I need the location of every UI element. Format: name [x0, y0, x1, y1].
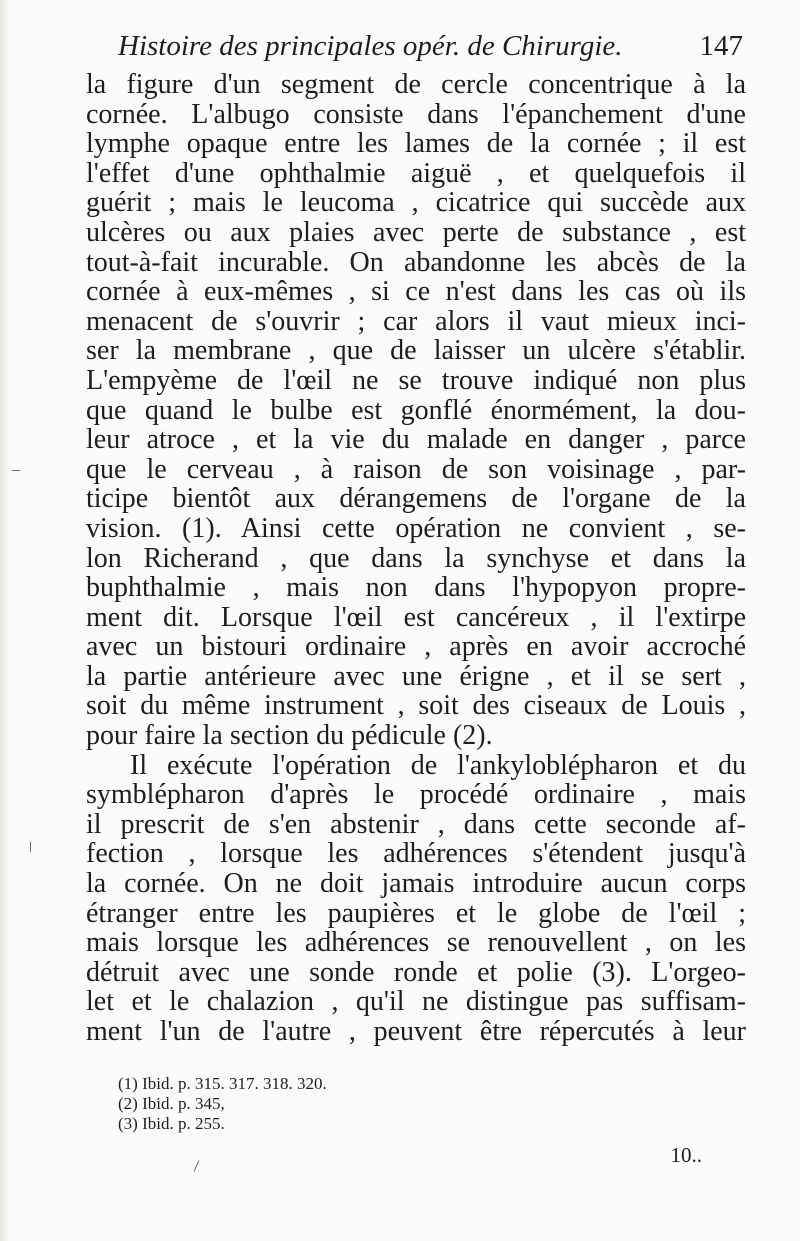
- text-line: avec un bistouri ordinaire , après en avoir accroché: [86, 631, 746, 663]
- body-text: [86, 70, 746, 1047]
- text-line: mais lorsque les adhérences se renouvellent , on les: [86, 927, 746, 959]
- ink-speck: [12, 470, 20, 471]
- text-line: la cornée. On ne doit jamais introduire aucun corps: [86, 868, 746, 900]
- footnote-1: (1) Ibid. p. 315. 317. 318. 320.: [118, 1074, 327, 1093]
- text-line: que le cerveau , à raison de son voisinage , par-: [86, 453, 746, 485]
- text-line: cornée à eux-mêmes , si ce n'est dans les cas où ils: [86, 276, 746, 308]
- text-line: ticipe bientôt aux dérangemens de l'organe de la: [86, 483, 746, 515]
- ink-speck: [194, 1160, 200, 1171]
- text-line: guérit ; mais le leucoma , cicatrice qui succède aux: [86, 187, 746, 219]
- text-line: ment l'un de l'autre , peuvent être répercutés à leur: [86, 1016, 746, 1047]
- running-title: Histoire des principales opér. de Chirurgie.: [118, 30, 623, 62]
- text-line: leur atroce , et la vie du malade en danger , parce: [86, 424, 746, 456]
- text-line: buphthalmie , mais non dans l'hypopyon propre-: [86, 572, 746, 604]
- text-line: étranger entre les paupières et le globe de l'œil ;: [86, 897, 746, 929]
- text-line: détruit avec une sonde ronde et polie (3). L'orgeo-: [86, 956, 746, 988]
- gutter-shadow: [0, 0, 10, 1241]
- text-line: ser la membrane , que de laisser un ulcère s'établir.: [86, 335, 746, 367]
- text-line-paragraph-start: Il exécute l'opération de l'ankyloblépharon et du: [130, 749, 746, 781]
- ink-speck: [30, 842, 31, 852]
- text-line: symblépharon d'après le procédé ordinaire , mais: [86, 779, 746, 811]
- text-line: ment dit. Lorsque l'œil est cancéreux , il l'extirpe: [86, 601, 746, 633]
- text-line: tout-à-fait incurable. On abandonne les abcès de la: [86, 246, 746, 278]
- text-line: lymphe opaque entre les lames de la cornée ; il est: [86, 128, 746, 160]
- page-number: 147: [699, 30, 743, 62]
- text-line: il prescrit de s'en abstenir , dans cette seconde af-: [86, 808, 746, 840]
- text-line-paragraph-end: pour faire la section du pédicule (2).: [86, 720, 493, 752]
- footnote-2: (2) Ibid. p. 345,: [118, 1094, 225, 1113]
- text-line: la partie antérieure avec une érigne , et il se sert ,: [86, 660, 746, 692]
- text-line: que quand le bulbe est gonflé énormément, la dou-: [86, 394, 746, 426]
- text-line: ulcères ou aux plaies avec perte de substance , est: [86, 216, 746, 248]
- text-line: menacent de s'ouvrir ; car alors il vaut mieux inci-: [86, 305, 746, 337]
- text-line: l'effet d'une ophthalmie aiguë , et quelquefois il: [86, 157, 746, 189]
- text-line: soit du même instrument , soit des ciseaux de Louis ,: [86, 690, 746, 722]
- text-line: la figure d'un segment de cercle concentrique à la: [86, 69, 746, 100]
- text-line: L'empyème de l'œil ne se trouve indiqué non plus: [86, 364, 746, 396]
- signature-mark: 10..: [670, 1143, 702, 1167]
- footnotes: [118, 1074, 518, 1134]
- page-header: [118, 30, 743, 70]
- footnote-3: (3) Ibid. p. 255.: [118, 1114, 225, 1133]
- text-line: let et le chalazion , qu'il ne distingue pas suffisam-: [86, 986, 746, 1018]
- text-line: cornée. L'albugo consiste dans l'épanchement d'une: [86, 98, 746, 130]
- text-line: fection , lorsque les adhérences s'étendent jusqu'à: [86, 838, 746, 870]
- text-line: lon Richerand , que dans la synchyse et dans la: [86, 542, 746, 574]
- text-line: vision. (1). Ainsi cette opération ne convient , se-: [86, 512, 746, 544]
